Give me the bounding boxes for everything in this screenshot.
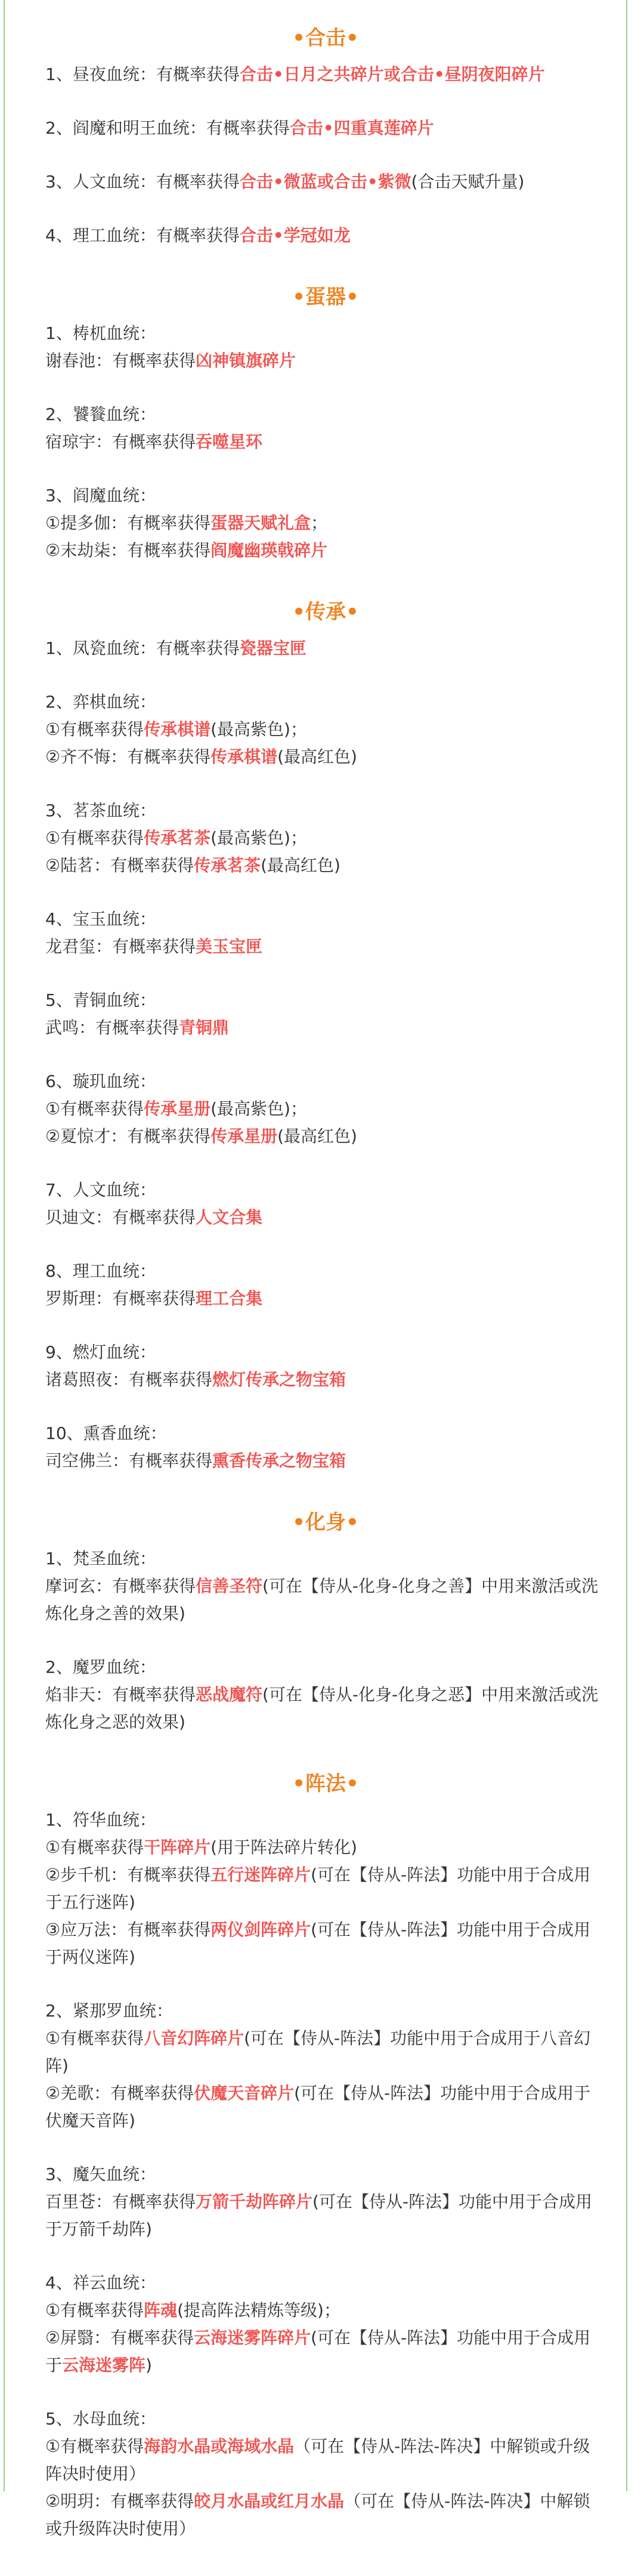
- section: [45, 24, 606, 249]
- line-text: (最高紫色)；: [210, 828, 307, 848]
- reward-item-highlight: 信善圣符: [196, 1576, 263, 1596]
- entry-line: [45, 1258, 606, 1285]
- entry-line: [45, 1204, 606, 1231]
- line-text: (最高红色): [277, 747, 357, 767]
- entry-line: [45, 2488, 606, 2543]
- line-text: ①有概率获得: [45, 2028, 144, 2048]
- line-text: ①有概率获得: [45, 1099, 144, 1119]
- line-text: 3、阎魔血统：: [45, 486, 156, 505]
- entry-line: [45, 2025, 606, 2080]
- reward-item-highlight: 传承棋谱: [210, 747, 278, 767]
- reward-item-highlight: 瓷器宝匣: [239, 638, 306, 658]
- entry-line: [45, 168, 606, 196]
- reward-item-highlight: 蛋器天赋礼盒: [210, 513, 311, 533]
- bloodline-entry: [45, 2405, 606, 2543]
- reward-item-highlight: 伏魔天音碎片: [194, 2083, 295, 2103]
- line-text: ②夏惊才：有概率获得: [45, 1126, 211, 1146]
- entry-line: [45, 852, 606, 879]
- entry-line: [45, 222, 606, 249]
- entry-line: [45, 401, 606, 428]
- line-text: (可在【侍从-阵法】功能中用于合成用于两仪迷阵): [45, 1920, 591, 1967]
- bloodline-entry: [45, 115, 606, 142]
- entry-line: [45, 688, 606, 716]
- line-text: (最高红色): [277, 1126, 357, 1146]
- line-text: 7、人文血统：: [45, 1180, 156, 1200]
- section-title: •阵法•: [292, 1772, 359, 1796]
- reward-item-highlight: 皎月水晶或红月水晶: [194, 2491, 345, 2511]
- entry-line: [45, 824, 606, 852]
- reward-item-highlight: 合击•日月之共碎片或合击•昼阴夜阳碎片: [239, 64, 545, 84]
- reward-item-highlight: 人文合集: [196, 1207, 263, 1227]
- line-text: 1、昼夜血统：有概率获得: [45, 64, 240, 84]
- entry-line: [45, 1681, 606, 1736]
- reward-item-highlight: 八音幻阵碎片: [144, 2028, 244, 2048]
- reward-item-highlight: 合击•四重真莲碎片: [289, 118, 434, 138]
- line-text: 2、弈棋血统：: [45, 692, 156, 712]
- entry-line: [45, 1834, 606, 1861]
- line-text: (最高紫色)；: [210, 1099, 307, 1119]
- bloodline-entry: [45, 1545, 606, 1627]
- line-text: (可在【侍从-阵法】功能中用于合成用于伏魔天音阵): [45, 2083, 591, 2130]
- line-text: 百里苍：有概率获得: [45, 2192, 196, 2211]
- line-text: (可在【侍从-阵法】功能中用于合成用于五行迷阵): [45, 1865, 591, 1912]
- line-text: 3、人文血统：有概率获得: [45, 172, 240, 191]
- line-text: 宿琼宇：有概率获得: [45, 432, 196, 452]
- bloodline-entry: [45, 987, 606, 1042]
- reward-item-highlight: 传承星册: [210, 1126, 278, 1146]
- reward-item-highlight: 五行迷阵碎片: [210, 1865, 311, 1885]
- bloodline-entry: [45, 797, 606, 879]
- entry-line: [45, 797, 606, 824]
- line-text: (用于阵法碎片转化): [210, 1837, 357, 1857]
- entry-line: [45, 1366, 606, 1394]
- line-text: (可在【侍从-阵法】功能中用于合成用于: [45, 2328, 591, 2375]
- entry-line: [45, 1285, 606, 1312]
- line-text: 1、梼杌血统：: [45, 323, 156, 343]
- reward-item-highlight: 熏香传承之物宝箱: [212, 1451, 346, 1471]
- reward-item-highlight: 恶战魔符: [196, 1685, 263, 1704]
- reward-item-highlight: 阵魂: [144, 2300, 178, 2320]
- bloodline-entry: [45, 168, 606, 196]
- section: [45, 1508, 606, 1736]
- line-text: 焰非天：有概率获得: [45, 1685, 196, 1704]
- entry-line: [45, 635, 606, 662]
- bloodline-entry: [45, 2269, 606, 2379]
- bloodline-entry: [45, 1068, 606, 1150]
- bloodline-entry: [45, 1176, 606, 1231]
- bloodline-entry: [45, 906, 606, 960]
- line-text: 4、理工血统：有概率获得: [45, 226, 240, 245]
- line-text: 1、梵圣血统：: [45, 1549, 156, 1568]
- entry-line: [45, 1339, 606, 1366]
- line-text: ；: [311, 513, 328, 533]
- line-text: ): [145, 2355, 152, 2375]
- reward-item-highlight: 凶神镇旗碎片: [196, 351, 296, 370]
- line-text: (最高红色): [261, 855, 340, 875]
- reward-item-highlight: 合击•学冠如龙: [239, 226, 351, 245]
- line-text: ①有概率获得: [45, 2300, 144, 2320]
- reward-item-highlight: 燃灯传承之物宝箱: [212, 1370, 346, 1389]
- section: [45, 283, 606, 564]
- bloodline-entry: [45, 1420, 606, 1475]
- line-text: 武鸣：有概率获得: [45, 1018, 179, 1037]
- line-text: 10、熏香血统：: [45, 1423, 167, 1443]
- entry-line: [45, 933, 606, 960]
- line-text: 龙君玺：有概率获得: [45, 937, 196, 956]
- line-text: (可在【侍从-阵法】功能中用于合成用于万箭千劫阵): [45, 2192, 593, 2239]
- entry-line: [45, 1861, 606, 1916]
- entry-line: [45, 1447, 606, 1475]
- entry-line: [45, 1420, 606, 1447]
- bloodline-entry: [45, 1654, 606, 1736]
- reward-item-highlight: 云海迷雾阵碎片: [194, 2328, 311, 2348]
- line-text: 诸葛照夜：有概率获得: [45, 1370, 213, 1389]
- section-title: •合击•: [292, 26, 359, 50]
- line-text: 3、魔矢血统：: [45, 2164, 156, 2184]
- line-text: 罗斯理：有概率获得: [45, 1289, 196, 1308]
- section-title: •传承•: [292, 600, 359, 624]
- line-text: 5、青铜血统：: [45, 990, 156, 1010]
- line-text: 2、魔罗血统：: [45, 1657, 156, 1677]
- line-text: （可在【侍从-阵法-阵决】中解锁或升级阵决时使用）: [45, 2491, 590, 2538]
- line-text: 8、理工血统：: [45, 1261, 156, 1281]
- reward-item-highlight: 传承茗茶: [194, 855, 261, 875]
- line-text: 谢春池：有概率获得: [45, 351, 196, 370]
- line-text: ②明玥：有概率获得: [45, 2491, 194, 2511]
- entry-line: [45, 537, 606, 564]
- entry-line: [45, 428, 606, 456]
- line-text: ②陆茗：有概率获得: [45, 855, 194, 875]
- entry-line: [45, 320, 606, 347]
- entry-line: [45, 2297, 606, 2324]
- entry-line: [45, 115, 606, 142]
- entry-line: [45, 347, 606, 375]
- line-text: 司空佛兰：有概率获得: [45, 1451, 213, 1471]
- reward-item-highlight: 海韵水晶或海域水晶: [144, 2436, 295, 2456]
- line-text: 2、饕餮血统：: [45, 404, 156, 424]
- section: [45, 598, 606, 1475]
- reward-item-highlight: 美玉宝匣: [196, 937, 263, 956]
- entry-line: [45, 1916, 606, 1971]
- section-title: •化身•: [292, 1511, 359, 1534]
- line-text: ②羌歌：有概率获得: [45, 2083, 194, 2103]
- reward-item-highlight: 阎魔幽瑛戟碎片: [210, 540, 328, 560]
- line-text: 贝迪文：有概率获得: [45, 1207, 196, 1227]
- bloodline-entry: [45, 482, 606, 564]
- article-content: [45, 24, 606, 2576]
- line-text: ①提多伽：有概率获得: [45, 513, 211, 533]
- entry-line: [45, 2433, 606, 2488]
- line-text: 2、阎魔和明王血统：有概率获得: [45, 118, 290, 138]
- entry-line: [45, 482, 606, 509]
- line-text: (可在【侍从-化身-化身之善】中用来激活或洗炼化身之善的效果): [45, 1576, 599, 1623]
- line-text: 3、茗茶血统：: [45, 801, 156, 820]
- reward-item-highlight: 两仪剑阵碎片: [210, 1920, 311, 1939]
- entry-line: [45, 2405, 606, 2433]
- reward-item-highlight: 传承棋谱: [144, 719, 211, 739]
- line-text: ①有概率获得: [45, 1837, 144, 1857]
- bloodline-entry: [45, 401, 606, 456]
- reward-item-highlight: 万箭千劫阵碎片: [196, 2192, 313, 2211]
- bloodline-entry: [45, 1258, 606, 1312]
- line-text: 9、燃灯血统：: [45, 1342, 156, 1362]
- entry-line: [45, 2269, 606, 2297]
- entry-line: [45, 743, 606, 771]
- entry-line: [45, 2080, 606, 2135]
- entry-line: [45, 906, 606, 933]
- entry-line: [45, 1176, 606, 1204]
- line-text: (合击天赋升量): [411, 172, 525, 191]
- entry-line: [45, 1014, 606, 1042]
- reward-item-highlight: 吞噬星环: [196, 432, 263, 452]
- entry-line: [45, 509, 606, 537]
- entry-line: [45, 1545, 606, 1573]
- bloodline-entry: [45, 1997, 606, 2135]
- line-text: 1、符华血统：: [45, 1810, 156, 1830]
- line-text: 4、祥云血统：: [45, 2273, 156, 2293]
- entry-line: [45, 2324, 606, 2379]
- reward-item-highlight: 干阵碎片: [144, 1837, 211, 1857]
- entry-line: [45, 1654, 606, 1681]
- reward-item-highlight: 传承星册: [144, 1099, 211, 1119]
- bloodline-entry: [45, 688, 606, 771]
- reward-item-highlight: 理工合集: [196, 1289, 263, 1308]
- line-text: 5、水母血统：: [45, 2409, 156, 2429]
- line-text: (最高紫色)；: [210, 719, 307, 739]
- entry-line: [45, 1806, 606, 1834]
- section: [45, 1769, 606, 2543]
- line-text: 4、宝玉血统：: [45, 909, 156, 929]
- reward-item-highlight: 合击•微蓝或合击•紫微: [239, 172, 411, 191]
- line-text: 2、紧那罗血统：: [45, 2001, 173, 2021]
- entry-line: [45, 716, 606, 743]
- entry-line: [45, 2161, 606, 2188]
- entry-line: [45, 1068, 606, 1095]
- entry-line: [45, 1095, 606, 1123]
- bloodline-entry: [45, 1806, 606, 1971]
- line-text: ①有概率获得: [45, 719, 144, 739]
- bloodline-entry: [45, 635, 606, 662]
- bloodline-entry: [45, 320, 606, 375]
- line-text: ①有概率获得: [45, 2436, 144, 2456]
- line-text: (可在【侍从-阵法】功能中用于合成用于八音幻阵): [45, 2028, 591, 2075]
- entry-line: [45, 1573, 606, 1627]
- line-text: ②步千机：有概率获得: [45, 1865, 211, 1885]
- entry-line: [45, 61, 606, 88]
- line-text: ①有概率获得: [45, 828, 144, 848]
- line-text: ②末劫柒：有概率获得: [45, 540, 211, 560]
- bloodline-entry: [45, 61, 606, 88]
- bloodline-entry: [45, 1339, 606, 1394]
- entry-line: [45, 1123, 606, 1150]
- line-text: 6、璇玑血统：: [45, 1071, 156, 1091]
- reward-item-highlight: 传承茗茶: [144, 828, 211, 848]
- entry-line: [45, 987, 606, 1014]
- line-text: (可在【侍从-化身-化身之恶】中用来激活或洗炼化身之恶的效果): [45, 1685, 599, 1732]
- entry-line: [45, 2188, 606, 2243]
- line-text: ③应万法：有概率获得: [45, 1920, 211, 1939]
- reward-item-highlight: 云海迷雾阵: [62, 2355, 146, 2375]
- entry-line: [45, 1997, 606, 2025]
- line-text: (提高阵法精炼等级)；: [177, 2300, 340, 2320]
- section-title: •蛋器•: [292, 285, 359, 309]
- line-text: 摩诃玄：有概率获得: [45, 1576, 196, 1596]
- reward-item-highlight: 青铜鼎: [179, 1018, 230, 1037]
- bloodline-entry: [45, 2161, 606, 2243]
- bloodline-entry: [45, 222, 606, 249]
- line-text: ②齐不悔：有概率获得: [45, 747, 211, 767]
- line-text: 1、凤瓷血统：有概率获得: [45, 638, 240, 658]
- line-text: （可在【侍从-阵法-阵决】中解锁或升级阵决时使用）: [45, 2436, 590, 2484]
- line-text: ②屏翳：有概率获得: [45, 2328, 194, 2348]
